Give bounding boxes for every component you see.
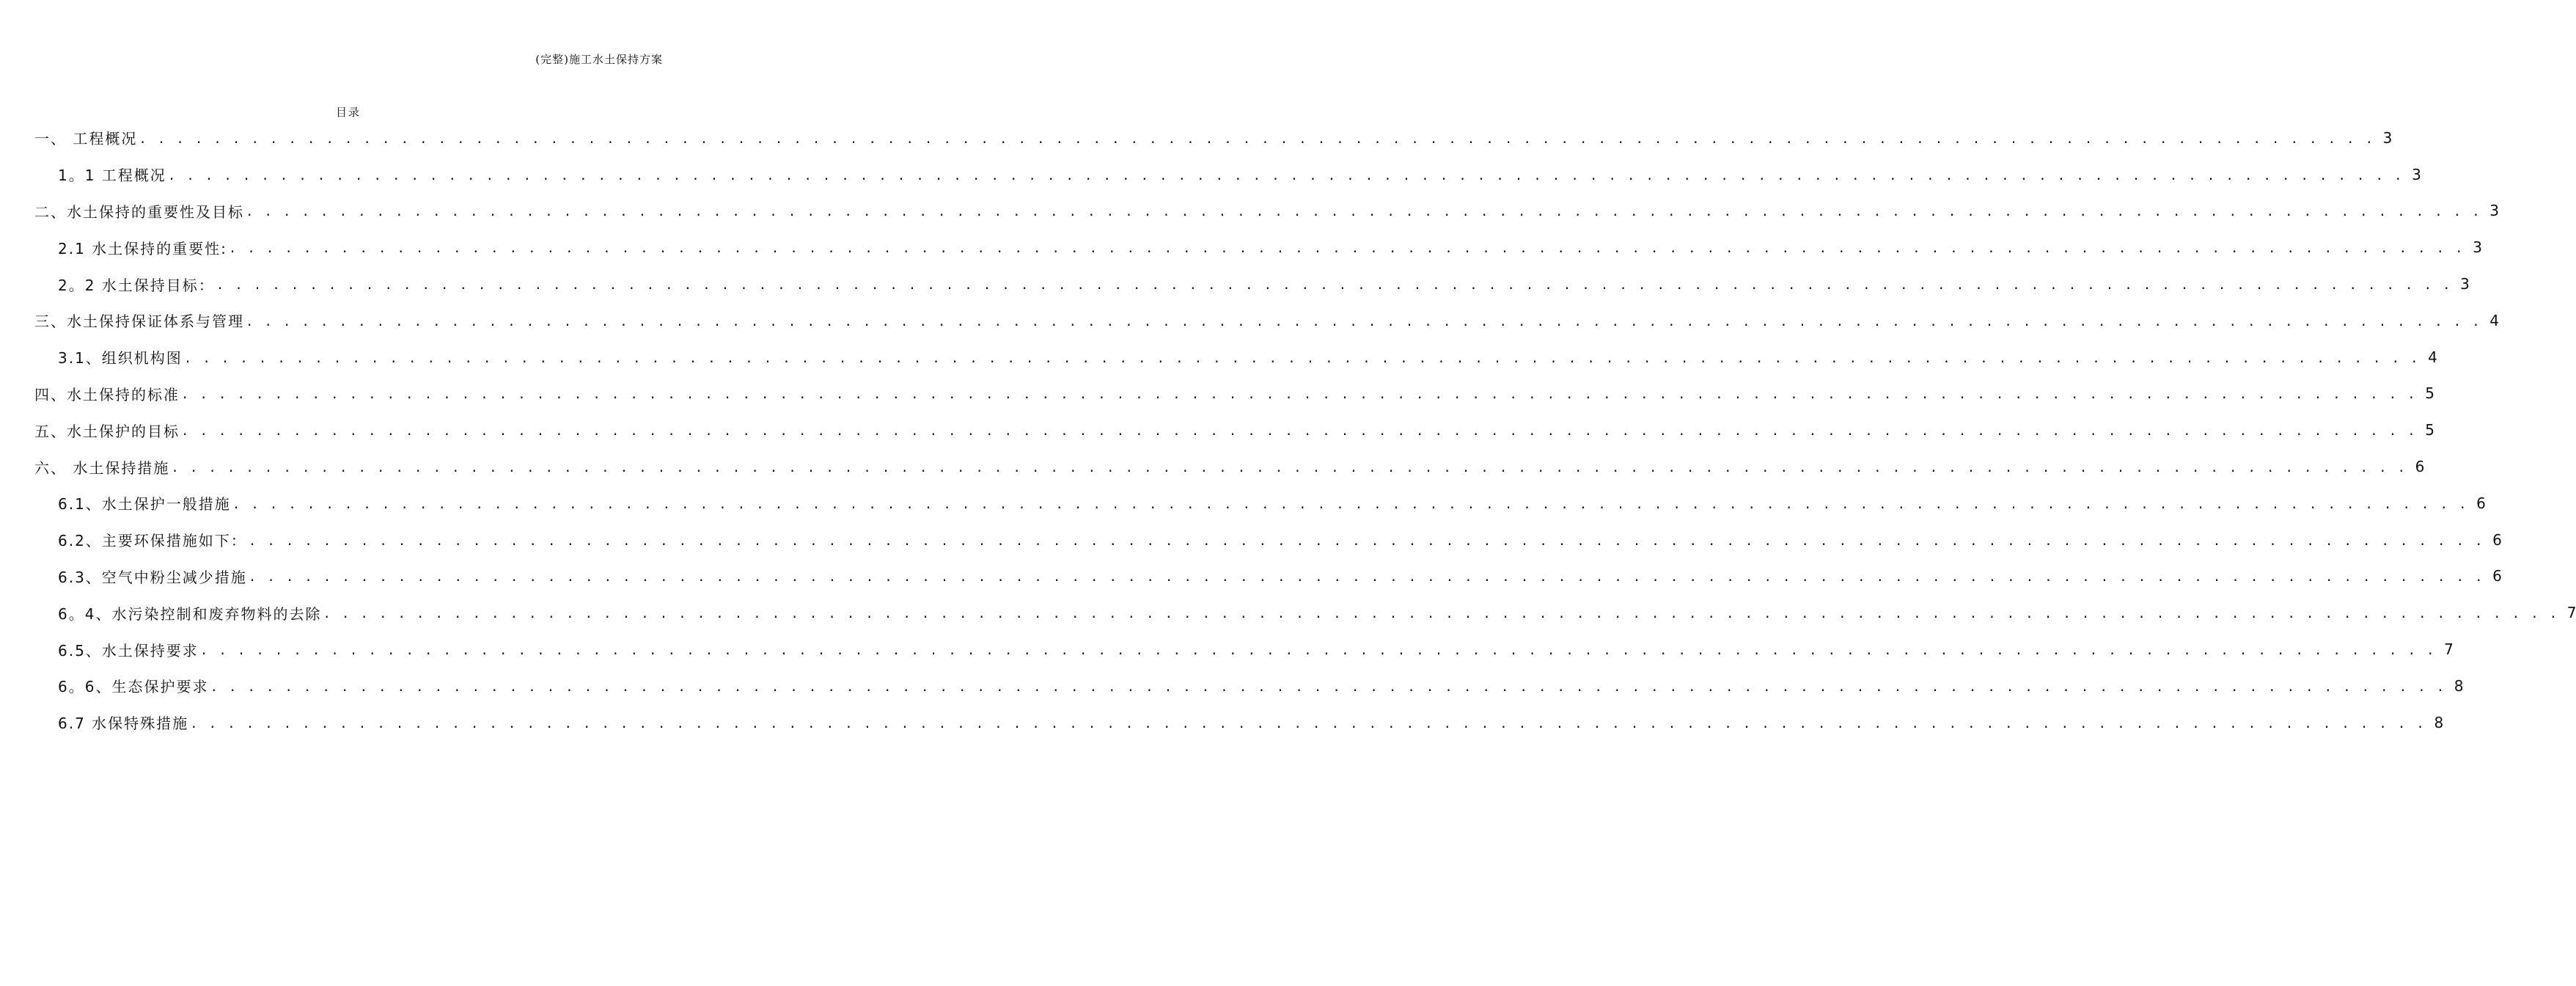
- toc-dot-leader: . . . . . . . . . . . . . . . . . . . . . . . . . . . . . . . . . . . . . . . . . . . . . . . . . . . . . . . . . . . . . . . . . . . . . . . . . . . . . . . . . . . . . . . . . . . . . . . . . . . . . . . . . . . . . . . . . . . . . . . .: [185, 348, 2421, 366]
- toc-entry-label: 2.1 水土保持的重要性:: [58, 239, 227, 258]
- toc-entry-page-number: 4: [2489, 311, 2500, 329]
- toc-entry[interactable]: [34, 156, 2421, 193]
- toc-dot-leader: . . . . . . . . . . . . . . . . . . . . . . . . . . . . . . . . . . . . . . . . . . . . . . . . . . . . . . . . . . . . . . . . . . . . . . . . . . . . . . . . . . . . . . . . . . . . . . . . . . . . . . . . . . . . . . . . . . . . . . . .: [249, 567, 2486, 585]
- toc-entry[interactable]: [34, 339, 2437, 376]
- toc-entry-page-number: 8: [2434, 713, 2444, 731]
- toc-dot-leader: . . . . . . . . . . . . . . . . . . . . . . . . . . . . . . . . . . . . . . . . . . . . . . . . . . . . . . . . . . . . . . . . . . . . . . . . . . . . . . . . . . . . . . . . . . . . . . . . . . . . . . . . . . . . . . . . . . . . . . . .: [183, 421, 2419, 439]
- toc-dot-leader: . . . . . . . . . . . . . . . . . . . . . . . . . . . . . . . . . . . . . . . . . . . . . . . . . . . . . . . . . . . . . . . . . . . . . . . . . . . . . . . . . . . . . . . . . . . . . . . . . . . . . . . . . . . . . . . . . . . . . . . .: [324, 604, 2561, 622]
- toc-entry-label: 6.3、空气中粉尘减少措施: [58, 568, 247, 586]
- toc-entry-page-number: 3: [2473, 238, 2482, 257]
- toc-dot-leader: . . . . . . . . . . . . . . . . . . . . . . . . . . . . . . . . . . . . . . . . . . . . . . . . . . . . . . . . . . . . . . . . . . . . . . . . . . . . . . . . . . . . . . . . . . . . . . . . . . . . . . . . . . . . . . . . . . . . . . . .: [247, 311, 2484, 329]
- toc-dot-leader: . . . . . . . . . . . . . . . . . . . . . . . . . . . . . . . . . . . . . . . . . . . . . . . . . . . . . . . . . . . . . . . . . . . . . . . . . . . . . . . . . . . . . . . . . . . . . . . . . . . . . . . . . . . . . . . . . . . . . . . .: [247, 202, 2484, 220]
- toc-entry-page-number: 7: [2566, 604, 2576, 622]
- toc-dot-leader: . . . . . . . . . . . . . . . . . . . . . . . . . . . . . . . . . . . . . . . . . . . . . . . . . . . . . . . . . . . . . . . . . . . . . . . . . . . . . . . . . . . . . . . . . . . . . . . . . . . . . . . . . . . . . . . . . . . . . . . .: [249, 530, 2486, 549]
- toc-entry[interactable]: [34, 120, 2393, 156]
- toc-entry-label: 6。6、生态保护要求: [58, 678, 209, 696]
- toc-entry-label: 五、水土保护的目标: [34, 422, 180, 440]
- toc-dot-leader: . . . . . . . . . . . . . . . . . . . . . . . . . . . . . . . . . . . . . . . . . . . . . . . . . . . . . . . . . . . . . . . . . . . . . . . . . . . . . . . . . . . . . . . . . . . . . . . . . . . . . . . . . . . . . . . . . . . . . . . .: [191, 713, 2428, 731]
- toc-entry[interactable]: [34, 631, 2454, 668]
- toc-entry-label: 三、水土保持保证体系与管理: [34, 313, 244, 331]
- toc-entry-page-number: 6: [2492, 530, 2502, 549]
- toc-dot-leader: . . . . . . . . . . . . . . . . . . . . . . . . . . . . . . . . . . . . . . . . . . . . . . . . . . . . . . . . . . . . . . . . . . . . . . . . . . . . . . . . . . . . . . . . . . . . . . . . . . . . . . . . . . . . . . . . . . . . . . . .: [172, 458, 2409, 476]
- toc-dot-leader: . . . . . . . . . . . . . . . . . . . . . . . . . . . . . . . . . . . . . . . . . . . . . . . . . . . . . . . . . . . . . . . . . . . . . . . . . . . . . . . . . . . . . . . . . . . . . . . . . . . . . . . . . . . . . . . . . . . . . . . .: [201, 640, 2437, 659]
- toc-entry[interactable]: [34, 376, 2435, 412]
- toc-entry-page-number: 6: [2492, 567, 2502, 585]
- toc-entry[interactable]: [34, 594, 2576, 631]
- toc-entry[interactable]: [34, 522, 2502, 558]
- toc-dot-leader: . . . . . . . . . . . . . . . . . . . . . . . . . . . . . . . . . . . . . . . . . . . . . . . . . . . . . . . . . . . . . . . . . . . . . . . . . . . . . . . . . . . . . . . . . . . . . . . . . . . . . . . . . . . . . . . . . . . . . . . .: [217, 275, 2454, 293]
- toc-dot-leader: . . . . . . . . . . . . . . . . . . . . . . . . . . . . . . . . . . . . . . . . . . . . . . . . . . . . . . . . . . . . . . . . . . . . . . . . . . . . . . . . . . . . . . . . . . . . . . . . . . . . . . . . . . . . . . . . . . . . . . . .: [140, 128, 2377, 147]
- toc-heading: 目录: [335, 106, 361, 119]
- toc-entry-page-number: 3: [2412, 165, 2421, 183]
- toc-entry-label: 二、水土保持的重要性及目标: [34, 202, 244, 221]
- toc-entry[interactable]: [34, 485, 2486, 522]
- toc-entry-label: 6.1、水土保护一般措施: [58, 495, 231, 514]
- toc-entry-page-number: 7: [2444, 640, 2454, 659]
- toc-dot-leader: . . . . . . . . . . . . . . . . . . . . . . . . . . . . . . . . . . . . . . . . . . . . . . . . . . . . . . . . . . . . . . . . . . . . . . . . . . . . . . . . . . . . . . . . . . . . . . . . . . . . . . . . . . . . . . . . . . . . . . . .: [230, 238, 2466, 257]
- toc-entry-page-number: 8: [2454, 676, 2464, 695]
- toc-entry-page-number: 3: [2460, 275, 2470, 293]
- toc-dot-leader: . . . . . . . . . . . . . . . . . . . . . . . . . . . . . . . . . . . . . . . . . . . . . . . . . . . . . . . . . . . . . . . . . . . . . . . . . . . . . . . . . . . . . . . . . . . . . . . . . . . . . . . . . . . . . . . . . . . . . . . .: [183, 384, 2419, 403]
- toc-entry-page-number: 5: [2425, 384, 2435, 403]
- toc-entry-label: 6.2、主要环保措施如下：: [58, 532, 247, 550]
- toc-entry-page-number: 6: [2476, 494, 2486, 512]
- table-of-contents: [34, 120, 2576, 741]
- toc-entry[interactable]: [34, 668, 2464, 704]
- toc-dot-leader: . . . . . . . . . . . . . . . . . . . . . . . . . . . . . . . . . . . . . . . . . . . . . . . . . . . . . . . . . . . . . . . . . . . . . . . . . . . . . . . . . . . . . . . . . . . . . . . . . . . . . . . . . . . . . . . . . . . . . . . .: [169, 165, 2405, 183]
- toc-entry[interactable]: [34, 193, 2500, 230]
- toc-entry[interactable]: [34, 229, 2482, 266]
- toc-entry-label: 一、 工程概况: [34, 130, 138, 148]
- toc-entry[interactable]: [34, 266, 2470, 302]
- toc-entry[interactable]: [34, 302, 2500, 339]
- toc-entry-label: 2。2 水土保持目标：: [58, 276, 215, 294]
- toc-entry-page-number: 5: [2425, 421, 2435, 439]
- toc-entry-page-number: 3: [2382, 128, 2393, 147]
- toc-dot-leader: . . . . . . . . . . . . . . . . . . . . . . . . . . . . . . . . . . . . . . . . . . . . . . . . . . . . . . . . . . . . . . . . . . . . . . . . . . . . . . . . . . . . . . . . . . . . . . . . . . . . . . . . . . . . . . . . . . . . . . . .: [233, 494, 2470, 512]
- toc-dot-leader: . . . . . . . . . . . . . . . . . . . . . . . . . . . . . . . . . . . . . . . . . . . . . . . . . . . . . . . . . . . . . . . . . . . . . . . . . . . . . . . . . . . . . . . . . . . . . . . . . . . . . . . . . . . . . . . . . . . . . . . .: [211, 676, 2448, 695]
- toc-entry-label: 6。4、水污染控制和废弃物料的去除: [58, 605, 322, 623]
- toc-entry-label: 六、 水土保持措施: [34, 459, 170, 477]
- toc-entry[interactable]: [34, 412, 2435, 448]
- toc-entry-label: 四、水土保持的标准: [34, 385, 180, 403]
- toc-entry-label: 1。1 工程概况: [58, 167, 166, 185]
- toc-entry[interactable]: [34, 448, 2425, 485]
- document-header-title: (完整)施工水土保持方案: [535, 53, 663, 66]
- toc-entry-label: 6.7 水保特殊措施: [58, 715, 189, 733]
- toc-entry-page-number: 6: [2415, 458, 2425, 476]
- toc-entry[interactable]: [34, 704, 2444, 741]
- toc-entry[interactable]: [34, 558, 2502, 595]
- toc-entry-page-number: 3: [2489, 202, 2500, 220]
- toc-entry-page-number: 4: [2428, 348, 2437, 366]
- toc-entry-label: 6.5、水土保持要求: [58, 641, 199, 660]
- toc-entry-label: 3.1、组织机构图: [58, 349, 183, 368]
